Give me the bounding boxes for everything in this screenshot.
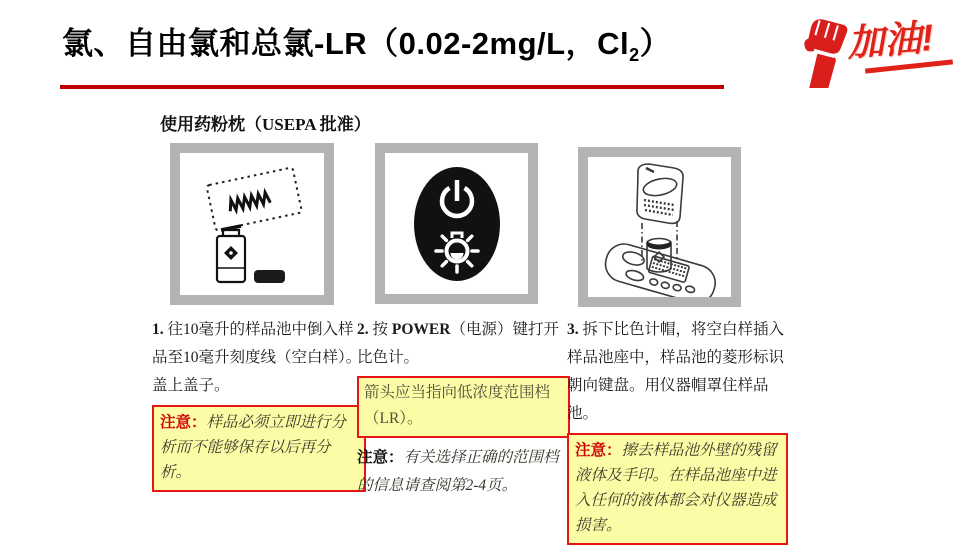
step2-body-after: （电源）键打开比色计。 — [357, 321, 559, 366]
note-text: 擦去样品池外壁的残留液体及手印。在样品池座中进入任何的液体都会对仪器造成损害。 — [575, 442, 777, 534]
step3-note-box — [567, 433, 788, 545]
jiayou-text: 加油! — [845, 17, 935, 64]
note-label: 注意： — [357, 449, 404, 466]
page-title-text: 氯、自由氯和总氯-LR（0.02-2mg/L，Cl — [62, 26, 630, 61]
step1-note-box — [152, 405, 366, 492]
step1-number: 1. — [152, 321, 164, 338]
page-title-subscript: 2 — [629, 45, 640, 66]
step1-column — [152, 316, 366, 492]
note-text: 有关选择正确的范围档的信息请查阅第2-4页。 — [357, 449, 559, 494]
title-underline — [60, 85, 724, 89]
step3-body: 拆下比色计帽，将空白样插入样品池座中，样品池的菱形标识朝向键盘。用仪器帽罩住样品池。 — [567, 321, 785, 422]
page-title — [62, 18, 672, 66]
note-label: 注意： — [160, 414, 207, 431]
note-label: 注意： — [575, 442, 622, 459]
step2-highlight-box: 箭头应当指向低浓度范围档（LR）。 — [357, 376, 570, 438]
step1-body: 往10毫升的样品池中倒入样品至10毫升刻度线（空白样）。盖上盖子。 — [152, 321, 362, 394]
step2-body-before: 按 — [368, 321, 392, 338]
step2-text — [357, 316, 570, 372]
subtitle: 使用药粉枕（USEPA 批准） — [160, 115, 371, 134]
power-keyword: POWER — [391, 321, 451, 338]
step2-number: 2. — [357, 321, 369, 338]
step2-column — [357, 316, 570, 500]
step1-image-panel — [170, 143, 334, 305]
step1-image-inner — [180, 153, 324, 295]
note-text: 样品必须立即进行分析而不能够保存以后再分析。 — [160, 414, 347, 481]
page-title-close: ） — [639, 26, 672, 61]
step3-image-inner — [588, 157, 731, 297]
step2-note — [357, 444, 570, 500]
colorimeter-with-cap-icon — [590, 157, 730, 297]
step1-text — [152, 316, 366, 400]
step3-number: 3. — [567, 321, 579, 338]
step3-image-panel — [578, 147, 741, 307]
step3-text — [567, 316, 788, 428]
step3-column — [567, 316, 788, 545]
step2-image-panel — [375, 143, 538, 304]
jiayou-badge — [785, 2, 955, 94]
power-backlight-button-icon — [387, 154, 527, 294]
step2-image-inner — [385, 153, 528, 294]
powder-pillow-and-sample-cell-icon — [182, 154, 322, 294]
